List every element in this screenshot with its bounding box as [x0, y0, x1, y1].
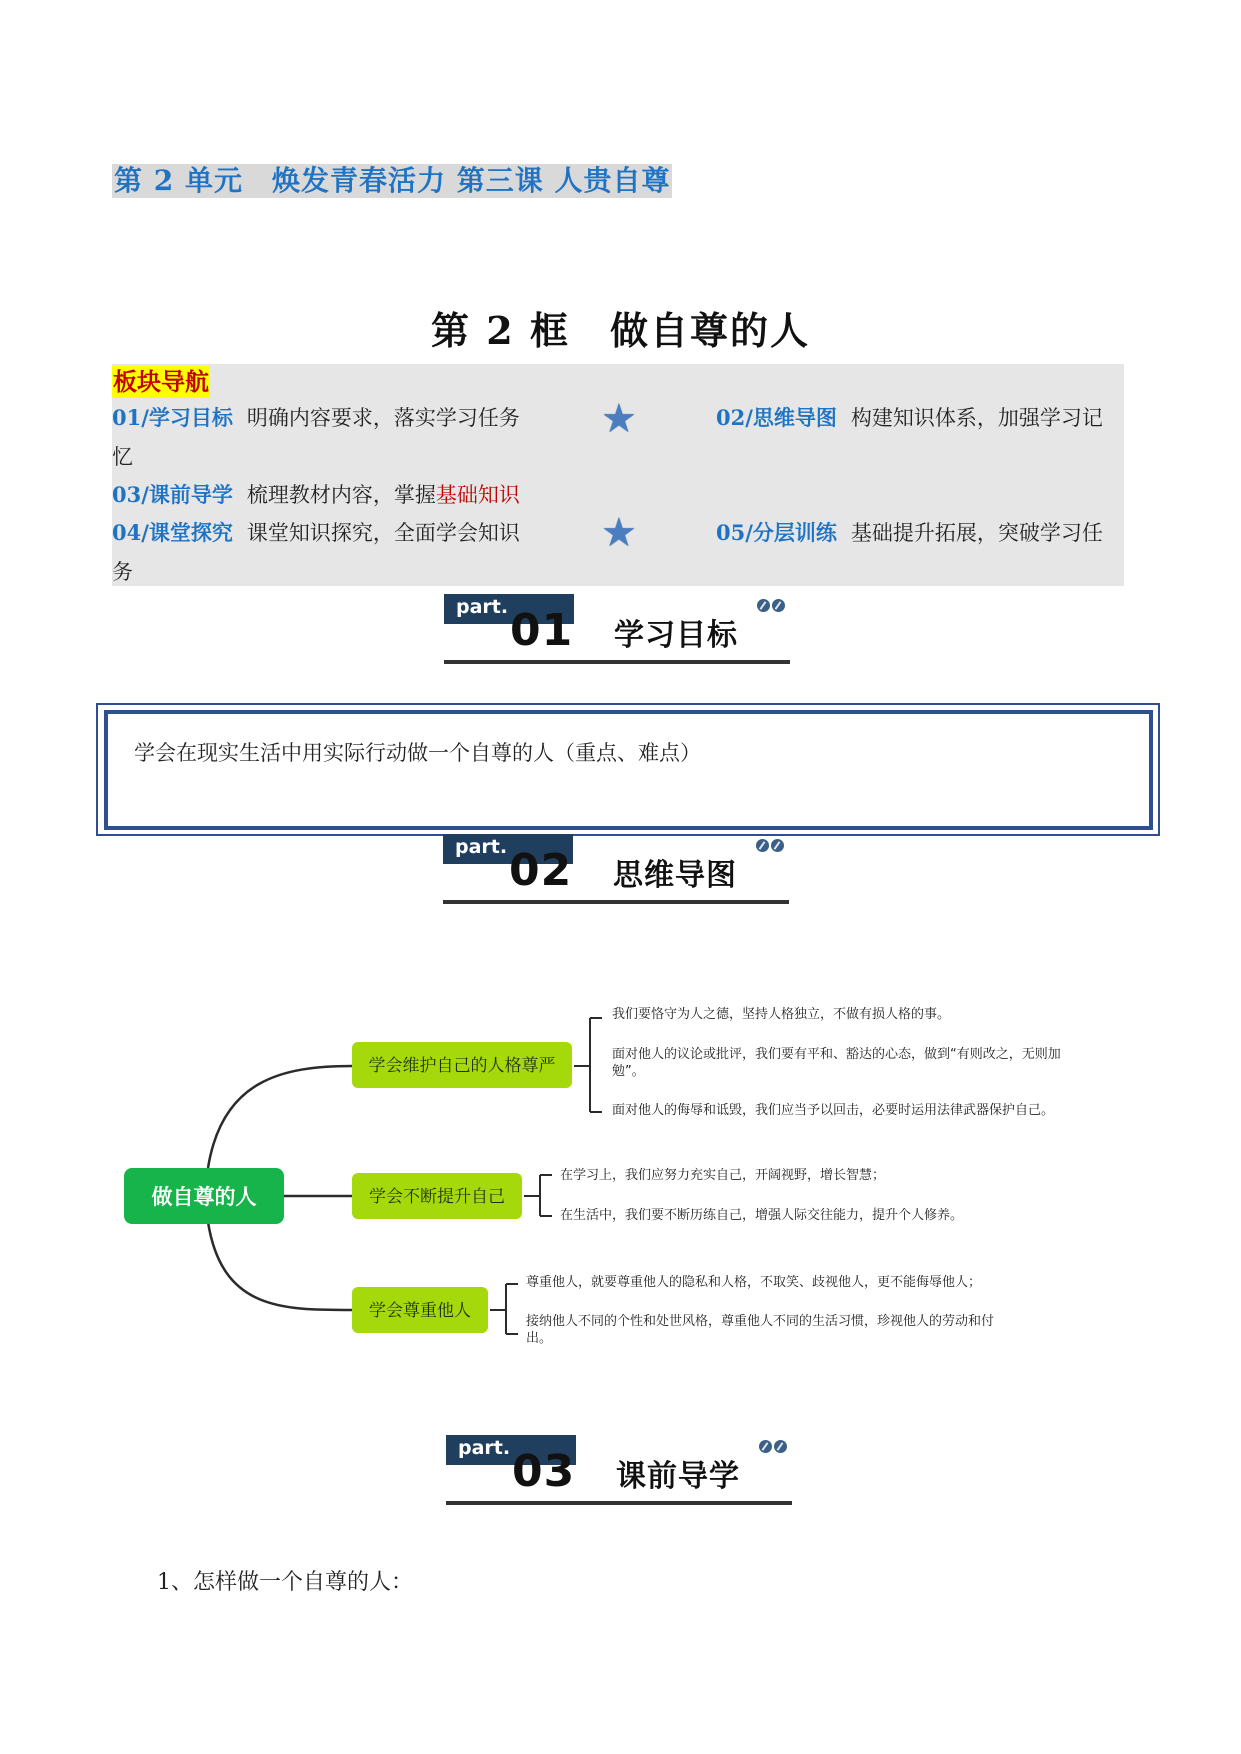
- mindmap-connector: [208, 1066, 352, 1168]
- nav-item-02: [716, 399, 1103, 437]
- part-underline: [444, 660, 790, 664]
- nav-desc: 课堂知识探究，全面学会知识: [246, 521, 520, 545]
- part-underline: [446, 1501, 792, 1505]
- mindmap-root-label: 做自尊的人: [151, 1185, 257, 1209]
- goal-box-inner: [104, 710, 1153, 830]
- nav-code: 05/分层训练: [716, 520, 837, 545]
- mindmap-leaf: 在学习上，我们应努力充实自己，开阔视野，增长智慧；: [560, 1168, 886, 1183]
- part-word: part.: [455, 836, 508, 858]
- mindmap-bracket: [574, 1018, 602, 1112]
- nav-desc: 明确内容要求，落实学习任务: [246, 406, 520, 430]
- nav-desc: 梳理教材内容，掌握: [246, 483, 436, 507]
- lesson-title: 第 2 框 做自尊的人: [431, 308, 810, 353]
- decor-dots-icon: [757, 597, 787, 616]
- nav-code: 03/课前导学: [112, 482, 233, 507]
- part-03-banner: [446, 1435, 792, 1505]
- part-underline: [443, 900, 789, 904]
- part-name: 思维导图: [613, 858, 737, 893]
- mindmap-bracket: [490, 1284, 518, 1334]
- nav-code: 04/课堂探究: [112, 520, 233, 545]
- mindmap-branch-label: 学会维护自己的人格尊严: [368, 1056, 556, 1076]
- decor-dots-icon: [756, 837, 786, 856]
- mindmap-leaf: 我们要恪守为人之德，坚持人格独立，不做有损人格的事。: [612, 1007, 951, 1022]
- mindmap-leaf: 面对他人的侮辱和诋毁，我们应当予以回击，必要时运用法律武器保护自己。: [612, 1103, 1055, 1118]
- unit-title: 第 2 单元 焕发青春活力 第三课 人贵自尊: [114, 164, 671, 197]
- part-word: part.: [458, 1437, 511, 1459]
- mindmap-leaf: 面对他人的议论或批评，我们要有平和、豁达的心态，做到“有则改之，无则加勉”。: [612, 1047, 1061, 1079]
- nav-item-01: [112, 399, 520, 437]
- mindmap-branch-label: 学会不断提升自己: [369, 1187, 505, 1207]
- mindmap-bracket: [524, 1175, 552, 1216]
- part-name: 课前导学: [616, 1459, 740, 1494]
- nav-desc: 基础提升拓展，突破学习任: [850, 521, 1103, 545]
- nav-item-05-wrap: 务: [112, 560, 133, 584]
- nav-desc-highlight: 基础知识: [435, 483, 520, 507]
- nav-code: 02/思维导图: [716, 405, 837, 430]
- decor-dots-icon: [759, 1438, 789, 1457]
- goal-text: 学会在现实生活中用实际行动做一个自尊的人（重点、难点）: [134, 741, 701, 765]
- mindmap-leaf: 尊重他人，就要尊重他人的隐私和人格，不取笑、歧视他人，更不能侮辱他人；: [526, 1275, 982, 1290]
- nav-item-05: [716, 514, 1103, 552]
- nav-desc: 构建知识体系，加强学习记: [850, 406, 1103, 430]
- part-02-banner: [443, 834, 789, 904]
- nav-code: 01/学习目标: [112, 405, 233, 430]
- mindmap-leaf: 在生活中，我们要不断历练自己，增强人际交往能力，提升个人修养。: [560, 1208, 964, 1223]
- nav-label: 板块导航: [113, 367, 209, 396]
- mindmap-leaf: 接纳他人不同的个性和处世风格，尊重他人不同的生活习惯，珍视他人的劳动和付出。: [526, 1314, 995, 1346]
- question-text: 1、怎样做一个自尊的人：: [157, 1570, 413, 1595]
- star-icon: ★: [601, 510, 637, 556]
- part-number: 01: [510, 605, 574, 656]
- mindmap-branch-label: 学会尊重他人: [369, 1301, 471, 1321]
- nav-item-02-wrap: 忆: [112, 445, 133, 469]
- mindmap-connector: [208, 1222, 352, 1310]
- part-01-banner: [444, 594, 790, 664]
- part-number: 02: [509, 845, 573, 896]
- star-icon: ★: [601, 396, 637, 442]
- part-name: 学习目标: [614, 618, 738, 653]
- part-number: 03: [512, 1446, 576, 1497]
- nav-item-04: [112, 514, 520, 552]
- nav-item-03: [112, 476, 520, 514]
- part-word: part.: [456, 596, 509, 618]
